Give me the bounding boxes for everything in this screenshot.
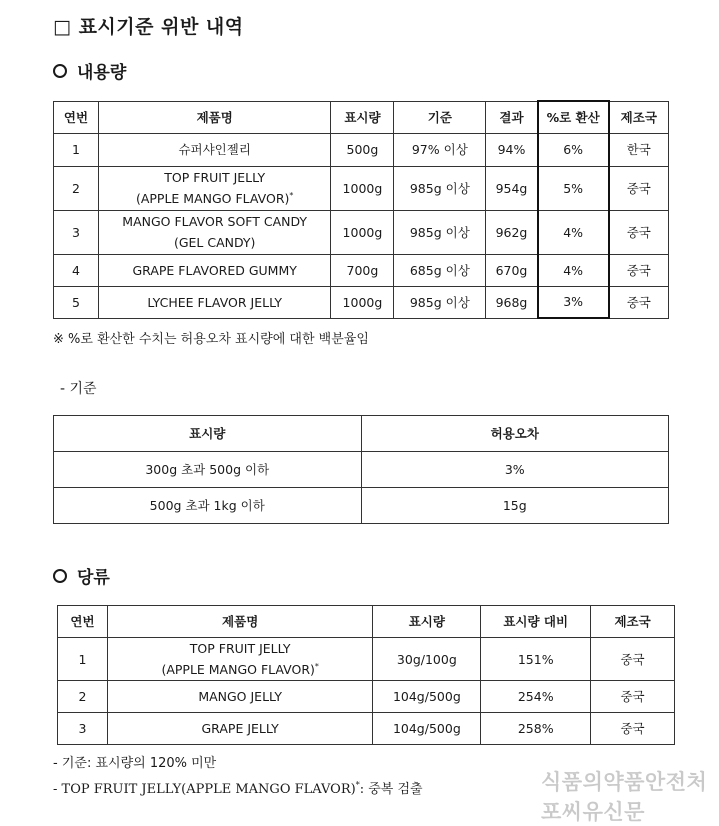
cell-name (98, 166, 331, 210)
cell-country: 중국 (609, 210, 669, 254)
table-header-row (54, 101, 669, 133)
cell-result: 94% (486, 133, 538, 166)
table-header-row (58, 606, 675, 638)
cell-label: 500g (331, 133, 394, 166)
cell-no: 5 (54, 286, 99, 318)
content-volume-table (53, 100, 669, 319)
cell-country: 중국 (609, 286, 669, 318)
cell-country: 중국 (609, 254, 669, 286)
name-line-2-text: (APPLE MANGO FLAVOR) (135, 191, 290, 206)
cell-name (98, 210, 331, 254)
cell-country: 중국 (591, 638, 675, 681)
cell-country: 한국 (609, 133, 669, 166)
table-row (54, 452, 669, 488)
name-line-1: MANGO FLAVOR SOFT CANDY (122, 214, 308, 229)
cell-pct: 6% (538, 133, 609, 166)
sugar-note-duplicate-pre: - TOP FRUIT JELLY(APPLE MANGO FLAVOR) (53, 782, 356, 797)
name-line-1: TOP FRUIT JELLY (189, 641, 291, 656)
name-line-2 (111, 659, 369, 680)
table-row (58, 638, 675, 681)
footnote-mark: * (355, 780, 360, 790)
cell-ratio: 254% (481, 681, 591, 713)
col-header: 결과 (486, 101, 538, 133)
section-heading-sugar (53, 563, 110, 588)
tolerance-table (53, 415, 669, 524)
table-row (54, 166, 669, 210)
sugar-table (57, 605, 675, 745)
table1-note: ※ %로 환산한 수치는 허용오차 표시량에 대한 백분율임 (53, 332, 369, 347)
cell-no: 2 (54, 166, 99, 210)
name-line-2-text: (APPLE MANGO FLAVOR) (161, 662, 315, 677)
cell-no: 3 (54, 210, 99, 254)
table-row (54, 488, 669, 524)
cell-result: 954g (486, 166, 538, 210)
cell-no: 2 (58, 681, 108, 713)
circle-bullet-icon (53, 64, 67, 78)
cell-label: 1000g (331, 286, 394, 318)
cell-label: 104g/500g (373, 713, 481, 745)
cell-no: 4 (54, 254, 99, 286)
cell-pct: 5% (538, 166, 609, 210)
table-row (54, 133, 669, 166)
section-heading-content (53, 58, 126, 83)
name-line-2 (102, 188, 328, 209)
cell-std: 985g 이상 (394, 286, 486, 318)
cell-name: LYCHEE FLAVOR JELLY (98, 286, 331, 318)
cell-country: 중국 (591, 713, 675, 745)
watermark-logo: 식품의약품안전처 포씨유신문 (541, 770, 708, 824)
name-line-1: TOP FRUIT JELLY (164, 170, 266, 185)
cell-label: 1000g (331, 210, 394, 254)
col-header: 표시량 (373, 606, 481, 638)
cell-ratio: 151% (481, 638, 591, 681)
cell-no: 1 (54, 133, 99, 166)
cell-label: 700g (331, 254, 394, 286)
cell-tolerance: 15g (361, 488, 669, 524)
cell-no: 3 (58, 713, 108, 745)
circle-bullet-icon (53, 569, 67, 583)
footnote-mark: * (289, 190, 294, 200)
table-row (58, 681, 675, 713)
name-line-2: (GEL CANDY) (173, 235, 256, 250)
col-header: 제조국 (609, 101, 669, 133)
table-row (54, 254, 669, 286)
col-header: 표시량 (54, 416, 362, 452)
footnote-mark: * (314, 661, 319, 671)
cell-std: 985g 이상 (394, 166, 486, 210)
cell-range: 300g 초과 500g 이하 (54, 452, 362, 488)
cell-range: 500g 초과 1kg 이하 (54, 488, 362, 524)
col-header-highlight: %로 환산 (538, 101, 609, 133)
cell-result: 670g (486, 254, 538, 286)
cell-no: 1 (58, 638, 108, 681)
sugar-note-duplicate (53, 778, 423, 797)
cell-std: 685g 이상 (394, 254, 486, 286)
table-row (54, 286, 669, 318)
col-header: 연번 (58, 606, 108, 638)
col-header: 표시량 대비 (481, 606, 591, 638)
cell-tolerance: 3% (361, 452, 669, 488)
cell-ratio: 258% (481, 713, 591, 745)
table-row (58, 713, 675, 745)
col-header: 제품명 (107, 606, 372, 638)
section-heading-sugar-label: 당류 (77, 568, 110, 588)
sugar-note-duplicate-post: : 중복 검출 (359, 782, 423, 797)
cell-pct: 4% (538, 254, 609, 286)
cell-result: 962g (486, 210, 538, 254)
col-header: 연번 (54, 101, 99, 133)
col-header: 제조국 (591, 606, 675, 638)
cell-result: 968g (486, 286, 538, 318)
cell-country: 중국 (609, 166, 669, 210)
table-row (54, 210, 669, 254)
cell-label: 30g/100g (373, 638, 481, 681)
section-heading-content-label: 내용량 (77, 63, 127, 83)
cell-name (107, 638, 372, 681)
cell-std: 97% 이상 (394, 133, 486, 166)
cell-label: 104g/500g (373, 681, 481, 713)
criteria-label: - 기준 (60, 381, 97, 397)
cell-country: 중국 (591, 681, 675, 713)
cell-pct: 4% (538, 210, 609, 254)
cell-name: GRAPE FLAVORED GUMMY (98, 254, 331, 286)
col-header: 표시량 (331, 101, 394, 133)
cell-name: MANGO JELLY (107, 681, 372, 713)
page-title: □ 표시기준 위반 내역 (53, 16, 244, 38)
table-header-row (54, 416, 669, 452)
cell-name: 슈퍼샤인젤리 (98, 133, 331, 166)
cell-label: 1000g (331, 166, 394, 210)
cell-pct: 3% (538, 286, 609, 318)
sugar-note-criteria: - 기준: 표시량의 120% 미만 (53, 756, 217, 771)
cell-std: 985g 이상 (394, 210, 486, 254)
col-header: 제품명 (98, 101, 331, 133)
col-header: 허용오차 (361, 416, 669, 452)
cell-name: GRAPE JELLY (107, 713, 372, 745)
col-header: 기준 (394, 101, 486, 133)
